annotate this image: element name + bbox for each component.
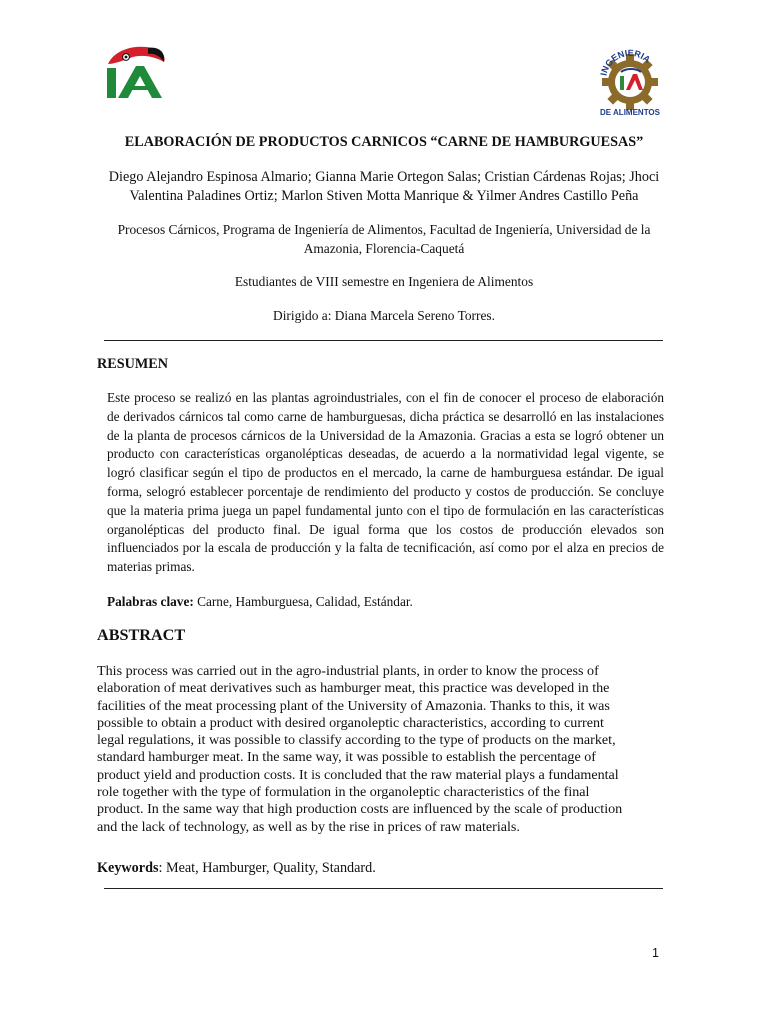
divider-top — [104, 340, 663, 341]
abstract-line: product. In the same way that high production costs are influenced by the scale of production — [97, 801, 623, 818]
affiliation — [100, 220, 668, 258]
keywords — [97, 860, 376, 877]
students-note: Estudiantes de VIII semestre en Ingeniera de Alimentos — [234, 274, 534, 289]
divider-bottom — [104, 888, 663, 889]
page-number: 1 — [652, 946, 659, 960]
logo-top-text: INGENIERIA — [598, 47, 653, 77]
university-logo — [104, 42, 170, 104]
logo-bottom-text: DE ALIMENTOS — [599, 108, 661, 117]
abstract-line: This process was carried out in the agro-industrial plants, in order to know the process of — [97, 663, 599, 679]
abstract-line: elaboration of meat derivatives such as hamburger meat, this practice was developed in the — [97, 680, 610, 697]
abstract-line: role together with the type of formulation in the organoleptic characteristics of the final — [97, 784, 590, 801]
abstract-line: possible to obtain a product with desired organoleptic characteristics, according to current — [97, 714, 604, 731]
abstract-heading: ABSTRACT — [97, 626, 186, 644]
authors-line-1: Diego Alejandro Espinosa Almario; Gianna Marie Ortegon Salas; Cristian Cárdenas Rojas; Jhoci — [108, 169, 660, 185]
palabras-clave-values: Carne, Hamburguesa, Calidad, Estándar. — [193, 594, 413, 609]
keywords-values: : Meat, Hamburger, Quality, Standard. — [158, 860, 376, 876]
resumen-body: Este proceso se realizó en las plantas agroindustriales, con el fin de conocer el proceso de elaboración de derivados cárnicos tal como carne de hamburguesas, dicha práctica se desarrolló en las instalaciones de la planta de procesos cárnicos de la Universidad de la Amazonia. Gracias a esta se logró obtener un producto con características organolépticas deseadas, de acuerdo a la normatividad legal vigente, se logró clasificar según el tipo de productos en el mercado, la carne de hamburguesa estándar. De igual forma, selogró establecer porcentaje de rendimiento del producto y costos de producción. Se concluye que la materia prima juega un papel fundamental junto con el tipo de formulación en las características organolépticas del producto final. De igual forma que los costos de producción elevados son influenciados por la escala de producción y la falta de tecnificación, así como por el alza en precios de materias primas. — [107, 390, 664, 575]
affiliation-line-2: Amazonia, Florencia-Caquetá — [303, 241, 465, 256]
palabras-clave — [107, 594, 413, 610]
abstract-body — [97, 663, 662, 836]
food-engineering-logo — [594, 44, 666, 118]
affiliation-line-1: Procesos Cárnicos, Programa de Ingeniería de Alimentos, Facultad de Ingeniería, Universidad de la — [117, 222, 651, 237]
abstract-line: legal regulations, it was possible to classify according to the type of products on the market, — [97, 732, 616, 749]
abstract-line: standard hamburger meat. In the same way, it was possible to establish the percentage of — [97, 749, 596, 766]
authors-line-2: Valentina Paladines Ortiz; Marlon Stiven Motta Manrique & Yilmer Andres Castillo Peña — [129, 188, 639, 204]
abstract-line: product yield and production costs. It is concluded that the raw material plays a fundamental — [97, 766, 619, 783]
paper-title: ELABORACIÓN DE PRODUCTOS CARNICOS “CARNE DE HAMBURGUESAS” — [124, 134, 644, 150]
palabras-clave-label: Palabras clave: — [107, 594, 194, 609]
directed-by: Dirigido a: Diana Marcela Sereno Torres. — [273, 308, 495, 323]
abstract-line: facilities of the meat processing plant of the University of Amazonia. Thanks to this, it was — [97, 697, 610, 714]
authors — [92, 168, 676, 206]
abstract-line: and the lack of technology, as well as by the rise in prices of raw materials. — [97, 818, 520, 835]
resumen-heading: RESUMEN — [97, 356, 168, 372]
keywords-label: Keywords — [97, 860, 159, 876]
